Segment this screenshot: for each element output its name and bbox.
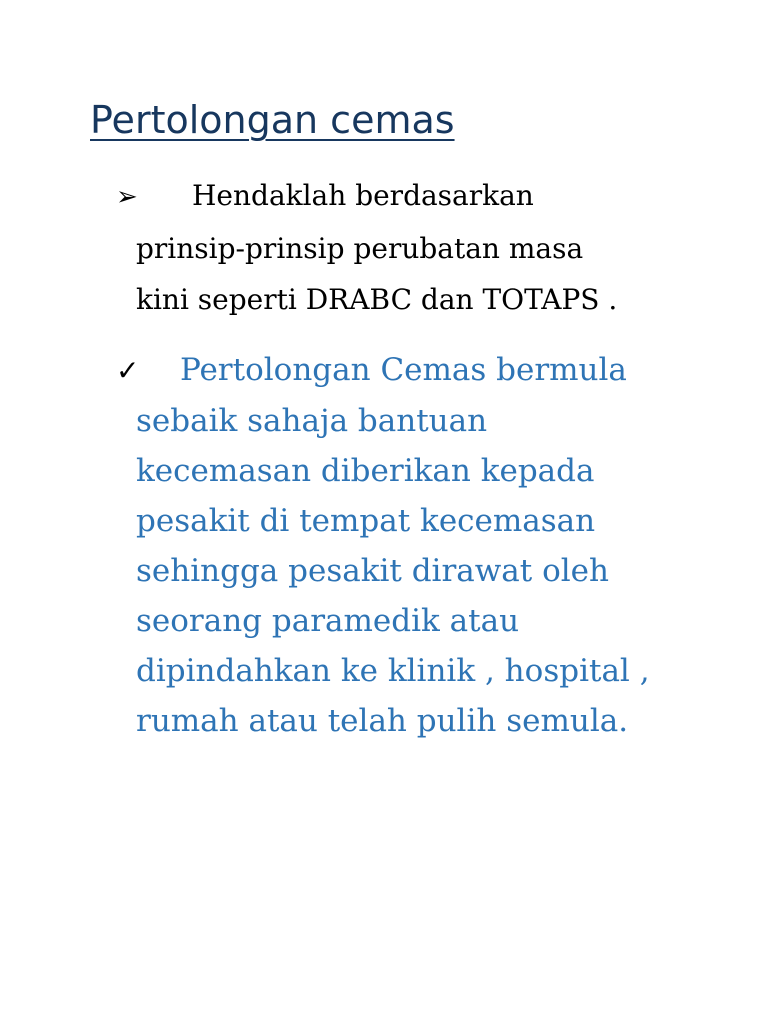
- bullet-text-line: Pertolongan Cemas bermula: [180, 352, 627, 388]
- bullet-first-line: [116, 345, 650, 396]
- bullet-text-line: pesakit di tempat kecemasan: [136, 503, 596, 539]
- checkmark-bullet-icon: ✓: [116, 354, 140, 387]
- bullet-text-line: dipindahkan ke klinik , hospital ,: [136, 653, 650, 689]
- arrowhead-bullet-icon: ➢: [116, 182, 138, 212]
- bullet-item-definition: [116, 345, 650, 746]
- bullet-item-principles: [116, 170, 617, 325]
- bullet-text-line: kini seperti DRABC dan TOTAPS .: [136, 283, 618, 316]
- bullet-text-line: sebaik sahaja bantuan: [136, 403, 488, 439]
- bullet-text-line: seorang paramedik atau: [136, 603, 520, 639]
- bullet-first-line: [116, 170, 617, 223]
- bullet-text-line: rumah atau telah pulih semula.: [136, 703, 629, 739]
- page-title: Pertolongan cemas: [90, 98, 455, 142]
- bullet-text-line: Hendaklah berdasarkan: [192, 179, 534, 212]
- bullet-text-line: sehingga pesakit dirawat oleh: [136, 553, 609, 589]
- bullet-text-line: prinsip-prinsip perubatan masa: [136, 232, 584, 265]
- bullet-text-line: kecemasan diberikan kepada: [136, 453, 595, 489]
